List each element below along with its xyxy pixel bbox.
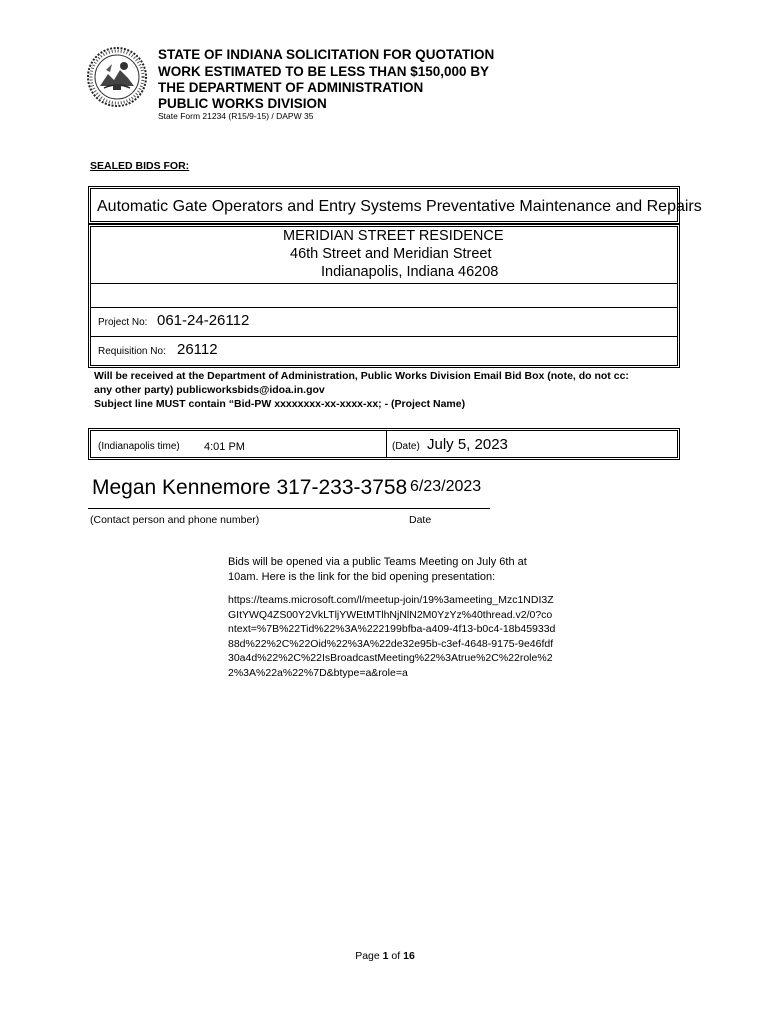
contact-name-phone: Megan Kennemore 317-233-3758 [92, 476, 408, 499]
address-row [91, 227, 677, 284]
state-seal-icon [86, 46, 148, 108]
bid-opening-text: Bids will be opened via a public Teams Meeting on July 6th at 10am. Here is the link for the bid opening presentation: [228, 556, 527, 583]
deadline-cell-divider [386, 431, 387, 457]
location-name: MERIDIAN STREET RESIDENCE [283, 228, 504, 244]
time-value: 4:01 PM [204, 441, 245, 453]
receipt-line-1: Will be received at the Department of Administration, Public Works Division Email Bid Box (note, do not cc: [94, 370, 629, 382]
time-label: (Indianapolis time) [98, 441, 180, 452]
header-title-line-1: STATE OF INDIANA SOLICITATION FOR QUOTATION [158, 47, 495, 62]
page-total: 16 [403, 950, 415, 962]
address-line-1: 46th Street and Meridian Street [290, 246, 492, 262]
page-current: 1 [382, 950, 389, 962]
receipt-line-2: any other party) publicworksbids@idoa.in.gov [94, 384, 325, 396]
contact-date: 6/23/2023 [410, 478, 482, 495]
project-no-row [91, 308, 677, 337]
header-title-line-2: WORK ESTIMATED TO BE LESS THAN $150,000 BY [158, 64, 490, 79]
date-value: July 5, 2023 [427, 436, 508, 453]
page-of: of [391, 950, 401, 962]
header-title-line-3: THE DEPARTMENT OF ADMINISTRATION [158, 80, 424, 95]
requisition-no-value: 26112 [177, 341, 218, 358]
date-label: (Date) [392, 441, 420, 452]
contact-label: (Contact person and phone number) [90, 514, 260, 526]
requisition-no-label: Requisition No: [98, 346, 166, 357]
header-title-line-4: PUBLIC WORKS DIVISION [158, 96, 327, 111]
receipt-instructions [94, 369, 684, 411]
project-title: Automatic Gate Operators and Entry Systems Preventative Maintenance and Repairs [97, 198, 702, 215]
deadline-date-cell [392, 431, 672, 457]
project-info-box [88, 224, 680, 368]
blank-row [91, 284, 677, 308]
contact-date-label: Date [409, 514, 432, 526]
deadline-box [88, 428, 680, 460]
signature-line [88, 508, 490, 509]
teams-meeting-link[interactable]: https://teams.microsoft.com/l/meetup-join/19%3ameeting_Mzc1NDI3ZGItYWQ4ZS00Y2VkLTljYWEtMTlhNjNlN2M0YzYz%40thread.v2/0?context=%7B%22Tid%22%3A%222199bfba-a409-4f13-b0c4-18b45933d88d%22%2C%22Oid%22%3A%22de32e95b-c3ef-4648-9175-9e46fdf30a4d%22%2C%22IsBroadcastMeeting%22%3Atrue%2C%22role%22%3A%22a%22%7D&btype=a&role=a [228, 594, 556, 679]
receipt-line-3: Subject line MUST contain “Bid-PW xxxxxxxx-xx-xxxx-xx; - (Project Name) [94, 398, 466, 410]
project-no-value: 061-24-26112 [157, 312, 250, 329]
project-no-label: Project No: [98, 317, 148, 328]
page-number [0, 950, 770, 962]
deadline-time-cell [98, 431, 378, 457]
requisition-no-row [91, 337, 677, 365]
sealed-bids-label: SEALED BIDS FOR: [90, 160, 190, 172]
project-title-box [88, 186, 702, 224]
page-prefix: Page [355, 950, 380, 962]
form-number: State Form 21234 (R15/9-15) / DAPW 35 [158, 111, 314, 121]
address-line-2: Indianapolis, Indiana 46208 [321, 264, 499, 280]
